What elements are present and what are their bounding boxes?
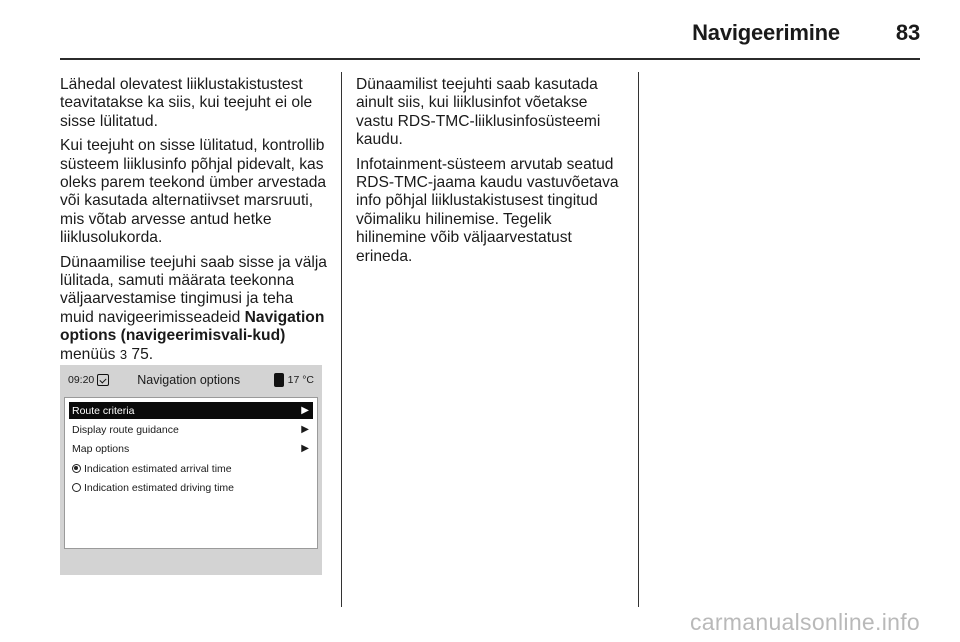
column-right: [356, 76, 626, 272]
display-screenshot: [60, 365, 322, 575]
section-title: Navigeerimine: [692, 20, 840, 45]
menu-item-arrival-time[interactable]: [69, 460, 313, 477]
radio-selected-icon: [72, 464, 81, 473]
watermark: carmanualsonline.info: [689, 609, 920, 635]
screen-status-bar: [60, 365, 322, 395]
paragraph: Infotainment-süsteem arvutab seatud RDS-TMC-jaama kaudu vastuvõetava info põhjal liiklustakistusest tingitud võimaliku hilinemise. Tegelik hilinemine võib väljaarvestatust erineda.: [356, 155, 619, 265]
menu-item-label: Indication estimated arrival time: [84, 462, 232, 475]
header-rule: [60, 58, 920, 60]
page-header: [692, 20, 920, 46]
page-reference: 75.: [131, 345, 154, 363]
menu-item-driving-time[interactable]: [69, 479, 313, 496]
chevron-right-icon: ▶: [301, 443, 309, 454]
column-left: [60, 76, 330, 370]
clock-icon: [97, 374, 109, 386]
thermometer-icon: [274, 373, 284, 387]
menu-item-display-route-guidance[interactable]: [69, 421, 313, 438]
paragraph-text: menüüs: [60, 345, 116, 363]
menu-item-label: Map options: [72, 442, 130, 455]
paragraph: [60, 254, 330, 364]
menu-item-map-options[interactable]: [69, 440, 313, 457]
screen-time: 09:20: [68, 374, 95, 386]
menu-item-label: Indication estimated driving time: [84, 481, 234, 494]
column-divider: [341, 72, 342, 607]
menu-name: Navigation options (navigeerimisvali-kud): [60, 308, 325, 345]
paragraph-text: Dünaamilise teejuhi saab sisse ja välja lülitada, samuti määrata teekonna väljaarvestamise tingimusi ja teha muid navigeerimisseadeid: [60, 253, 327, 326]
reference-arrow-icon: 3: [119, 346, 128, 362]
menu-item-label: Route criteria: [72, 404, 135, 417]
chevron-right-icon: ▶: [301, 424, 309, 435]
page-number: 83: [895, 20, 920, 45]
column-divider: [638, 72, 639, 607]
paragraph: Kui teejuht on sisse lülitatud, kontrollib süsteem liiklusinfo põhjal pidevalt, kas oleks parem teekond ümber arvestada või kasutada alternatiivset marsruuti, mis võtab arvesse antud hetke liiklusolukorda.: [60, 137, 327, 247]
paragraph: Lähedal olevatest liiklustakistustest teavitatakse ka siis, kui teejuht ei ole sisse lülitatud.: [60, 76, 313, 130]
screen-temperature: 17 °C: [287, 374, 314, 386]
menu-item-label: Display route guidance: [72, 423, 179, 436]
menu-item-route-criteria[interactable]: [69, 402, 313, 419]
chevron-right-icon: ▶: [301, 405, 309, 416]
screen-menu: [64, 397, 318, 549]
paragraph: Dünaamilist teejuhti saab kasutada ainult siis, kui liiklusinfot võetakse vastu RDS-TMC-liiklusinfosüsteemi kaudu.: [356, 76, 601, 149]
screen-title: Navigation options: [137, 373, 241, 387]
radio-unselected-icon: [72, 483, 81, 492]
